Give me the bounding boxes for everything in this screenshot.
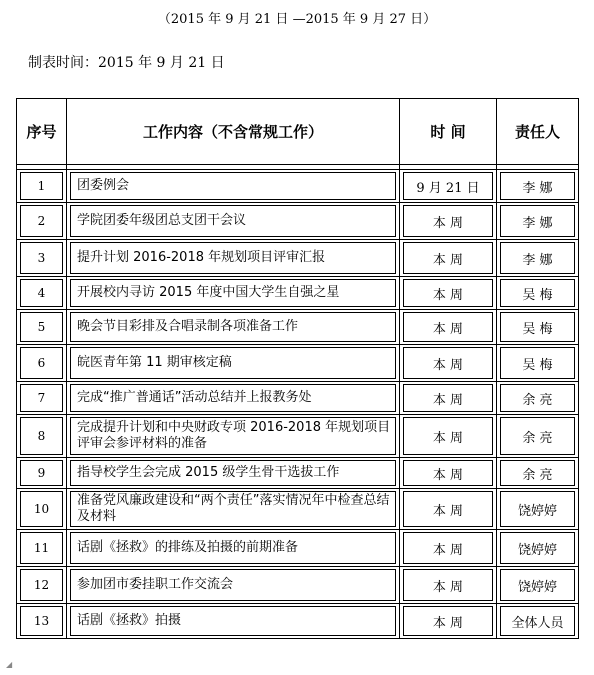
row-person-cell xyxy=(497,170,579,203)
row-content-box xyxy=(70,384,396,412)
row-content-box xyxy=(70,279,396,307)
row-number-cell xyxy=(17,489,67,530)
row-person-cell xyxy=(497,415,579,458)
row-time-box xyxy=(403,312,493,342)
row-number-box xyxy=(20,532,63,564)
row-number-box xyxy=(20,606,63,636)
row-time-cell xyxy=(400,567,497,604)
date-range: （2015 年 9 月 21 日 —2015 年 9 月 27 日） xyxy=(157,12,437,27)
row-person-cell xyxy=(497,604,579,639)
row-person-cell xyxy=(497,382,579,415)
row-content-box xyxy=(70,491,396,527)
row-content-box xyxy=(70,172,396,200)
table-header-row xyxy=(17,99,579,165)
row-content-cell xyxy=(67,604,400,639)
row-person-box xyxy=(500,606,575,636)
work-schedule-table xyxy=(16,98,579,639)
row-content: 话剧《拯救》的排练及拍摄的前期准备 xyxy=(77,540,299,555)
row-time-cell xyxy=(400,604,497,639)
row-person-box xyxy=(500,205,575,237)
row-time-box xyxy=(403,242,493,274)
row-number: 4 xyxy=(37,286,46,300)
row-number-cell xyxy=(17,530,67,567)
row-number: 10 xyxy=(33,502,50,516)
row-number-cell xyxy=(17,458,67,489)
row-number-box xyxy=(20,279,63,307)
row-person: 吴 梅 xyxy=(522,357,553,373)
row-number-box xyxy=(20,384,63,412)
row-time-box xyxy=(403,569,493,601)
row-number-box xyxy=(20,312,63,342)
table-row xyxy=(17,604,579,639)
row-person-cell xyxy=(497,203,579,240)
row-person: 全体人员 xyxy=(511,615,564,631)
header-content: 工作内容（不含常规工作） xyxy=(67,99,400,165)
row-time-cell xyxy=(400,170,497,203)
made-time: 制表时间：2015 年 9 月 21 日 xyxy=(28,55,225,71)
row-content-cell xyxy=(67,382,400,415)
row-time-cell xyxy=(400,310,497,345)
row-number-cell xyxy=(17,240,67,277)
row-time: 本 周 xyxy=(432,467,464,483)
row-person-cell xyxy=(497,567,579,604)
row-time: 本 周 xyxy=(432,503,464,519)
row-number: 7 xyxy=(37,391,46,405)
row-number-cell xyxy=(17,170,67,203)
row-time-box xyxy=(403,491,493,527)
row-person-cell xyxy=(497,240,579,277)
row-person-cell xyxy=(497,310,579,345)
row-time-cell xyxy=(400,530,497,567)
row-time: 本 周 xyxy=(432,321,464,337)
row-time-cell xyxy=(400,458,497,489)
row-number: 8 xyxy=(37,429,46,443)
row-person-box xyxy=(500,532,575,564)
row-number-box xyxy=(20,347,63,379)
row-content-box xyxy=(70,242,396,274)
row-time-cell xyxy=(400,345,497,382)
row-time-cell xyxy=(400,240,497,277)
header-person: 责任人 xyxy=(497,99,579,165)
row-person-box xyxy=(500,312,575,342)
row-content-box xyxy=(70,460,396,486)
row-content-box xyxy=(70,347,396,379)
row-person-cell xyxy=(497,458,579,489)
row-person-box xyxy=(500,569,575,601)
table-row xyxy=(17,382,579,415)
row-person: 李 娜 xyxy=(522,252,553,268)
row-person-box xyxy=(500,491,575,527)
row-number: 11 xyxy=(33,541,50,555)
corner-mark: ◢ xyxy=(6,660,13,669)
row-number: 1 xyxy=(37,179,46,193)
row-person-box xyxy=(500,460,575,486)
row-content: 皖医青年第 11 期审核定稿 xyxy=(77,355,232,370)
row-content: 提升计划 2016-2018 年规划项目评审汇报 xyxy=(77,250,326,265)
row-time-cell xyxy=(400,382,497,415)
row-person: 余 亮 xyxy=(522,467,553,483)
row-content-cell xyxy=(67,567,400,604)
row-content: 指导校学生会完成 2015 级学生骨干选拔工作 xyxy=(77,465,340,480)
row-number-box xyxy=(20,205,63,237)
table-row xyxy=(17,489,579,530)
row-time: 本 周 xyxy=(432,579,464,595)
row-time-box xyxy=(403,384,493,412)
table-row xyxy=(17,170,579,203)
row-content-cell xyxy=(67,489,400,530)
row-person: 余 亮 xyxy=(522,392,553,408)
row-time-box xyxy=(403,279,493,307)
row-time-box xyxy=(403,532,493,564)
row-number-box xyxy=(20,460,63,486)
row-number-cell xyxy=(17,277,67,310)
row-content-box xyxy=(70,312,396,342)
row-time-cell xyxy=(400,415,497,458)
row-content-cell xyxy=(67,203,400,240)
table-row xyxy=(17,567,579,604)
row-content-box xyxy=(70,569,396,601)
row-number-cell xyxy=(17,203,67,240)
row-time-box xyxy=(403,606,493,636)
row-time-cell xyxy=(400,277,497,310)
row-number-cell xyxy=(17,310,67,345)
row-content-box xyxy=(70,532,396,564)
row-person: 吴 梅 xyxy=(522,321,553,337)
row-person: 余 亮 xyxy=(522,430,553,446)
row-person-cell xyxy=(497,530,579,567)
row-person-box xyxy=(500,172,575,200)
row-person-cell xyxy=(497,277,579,310)
row-content-cell xyxy=(67,458,400,489)
row-content: 准备党风廉政建设和“两个责任”落实情况年中检查总结及材料 xyxy=(77,493,390,524)
row-time-box xyxy=(403,417,493,455)
row-content-cell xyxy=(67,240,400,277)
row-number-box xyxy=(20,491,63,527)
row-number-box xyxy=(20,172,63,200)
row-time-box xyxy=(403,205,493,237)
row-content: 学院团委年级团总支团干会议 xyxy=(77,213,247,228)
row-person: 饶婷婷 xyxy=(517,579,557,595)
row-content-cell xyxy=(67,170,400,203)
table-row xyxy=(17,415,579,458)
row-time: 本 周 xyxy=(432,615,464,631)
row-number-box xyxy=(20,569,63,601)
row-number: 3 xyxy=(37,251,46,265)
table-row xyxy=(17,203,579,240)
row-content: 团委例会 xyxy=(77,178,130,193)
row-time: 本 周 xyxy=(432,430,464,446)
row-number: 9 xyxy=(37,466,46,480)
row-content: 话剧《拯救》拍摄 xyxy=(77,613,182,628)
row-person-cell xyxy=(497,345,579,382)
row-content: 晚会节目彩排及合唱录制各项准备工作 xyxy=(77,319,299,334)
row-time-box xyxy=(403,347,493,379)
row-person-box xyxy=(500,347,575,379)
row-time-box xyxy=(403,172,493,200)
row-time: 本 周 xyxy=(432,215,464,231)
row-person: 饶婷婷 xyxy=(517,542,557,558)
row-person-box xyxy=(500,384,575,412)
row-person-box xyxy=(500,417,575,455)
table-row xyxy=(17,310,579,345)
row-content-box xyxy=(70,417,396,455)
row-time: 本 周 xyxy=(432,252,464,268)
row-number-cell xyxy=(17,567,67,604)
table-row xyxy=(17,345,579,382)
row-person: 李 娜 xyxy=(522,180,553,196)
row-time: 9 月 21 日 xyxy=(416,180,480,196)
row-person-cell xyxy=(497,489,579,530)
row-content-cell xyxy=(67,415,400,458)
row-time: 本 周 xyxy=(432,357,464,373)
row-time: 本 周 xyxy=(432,542,464,558)
row-number: 5 xyxy=(37,320,46,334)
row-number-cell xyxy=(17,345,67,382)
row-number-cell xyxy=(17,382,67,415)
row-number: 6 xyxy=(37,356,46,370)
row-content: 参加团市委挂职工作交流会 xyxy=(77,577,234,592)
row-content-cell xyxy=(67,345,400,382)
table-row xyxy=(17,530,579,567)
header-num: 序号 xyxy=(17,99,67,165)
row-number: 12 xyxy=(33,578,50,592)
header-time: 时 间 xyxy=(400,99,497,165)
row-number: 2 xyxy=(37,214,46,228)
row-person-box xyxy=(500,242,575,274)
row-time: 本 周 xyxy=(432,287,464,303)
table-row xyxy=(17,240,579,277)
row-number: 13 xyxy=(33,614,50,628)
row-person: 吴 梅 xyxy=(522,287,553,303)
table-row xyxy=(17,458,579,489)
row-content: 开展校内寻访 2015 年度中国大学生自强之星 xyxy=(77,285,340,300)
table-row xyxy=(17,277,579,310)
row-time-cell xyxy=(400,203,497,240)
row-content-cell xyxy=(67,310,400,345)
row-content-box xyxy=(70,205,396,237)
row-number-box xyxy=(20,417,63,455)
row-content-cell xyxy=(67,277,400,310)
row-time-box xyxy=(403,460,493,486)
row-number-box xyxy=(20,242,63,274)
row-content: 完成提升计划和中央财政专项 2016-2018 年规划项目评审会参评材料的准备 xyxy=(77,420,391,451)
row-content-box xyxy=(70,606,396,636)
row-number-cell xyxy=(17,604,67,639)
row-number-cell xyxy=(17,415,67,458)
row-time-cell xyxy=(400,489,497,530)
row-time: 本 周 xyxy=(432,392,464,408)
row-content: 完成“推广普通话”活动总结并上报教务处 xyxy=(77,390,312,405)
row-content-cell xyxy=(67,530,400,567)
row-person-box xyxy=(500,279,575,307)
row-person: 李 娜 xyxy=(522,215,553,231)
row-person: 饶婷婷 xyxy=(517,503,557,519)
